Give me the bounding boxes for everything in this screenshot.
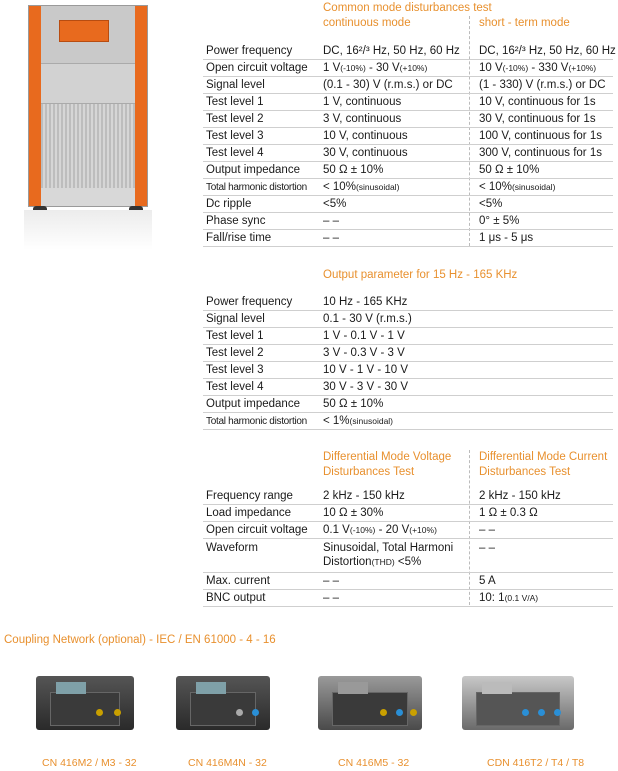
row-value-b: 5 A (479, 575, 496, 587)
row-value-a: 30 V - 3 V - 30 V (323, 381, 409, 393)
row-value-b: 1 μs - 5 μs (479, 232, 534, 244)
row-value-a: – – (323, 232, 339, 244)
row-value-a: 10 Hz - 165 KHz (323, 296, 408, 308)
row-value-a: – – (323, 215, 339, 227)
product-label-2: CN 416M4N - 32 (188, 757, 267, 769)
table-row (203, 43, 616, 60)
row-param: Total harmonic distortion (206, 182, 307, 193)
row-value-a: 1 V, continuous (323, 96, 402, 108)
row-value-a: 10 V, continuous (323, 130, 408, 142)
table-row (203, 328, 613, 345)
row-param: Fall/rise time (206, 232, 272, 244)
row-param: Open circuit voltage (206, 524, 308, 536)
table-row (203, 162, 613, 179)
row-value-a: Sinusoidal, Total Harmoni Distortion(THD) <5% (323, 542, 454, 568)
row-param: Power frequency (206, 296, 293, 308)
row-value-b: 10 V, continuous for 1s (479, 96, 596, 108)
table-row (203, 505, 613, 522)
row-value-b: – – (479, 524, 495, 536)
table-row (203, 362, 613, 379)
row-value-a: 0.1 V(-10%) - 20 V(+10%) (323, 524, 437, 536)
row-value-b: DC, 16²/³ Hz, 50 Hz, 60 Hz (479, 45, 616, 57)
row-value-a: 2 kHz - 150 kHz (323, 490, 405, 502)
row-param: Output impedance (206, 398, 300, 410)
row-param: Test level 4 (206, 381, 264, 393)
op-title: Output parameter for 15 Hz - 165 KHz (323, 269, 518, 281)
table-row (203, 128, 613, 145)
dm-voltage-title-2: Disturbances Test (323, 466, 415, 478)
row-value-a: 50 Ω ± 10% (323, 398, 384, 410)
table-row (203, 345, 613, 362)
row-param: Max. current (206, 575, 270, 587)
table-row (203, 196, 613, 213)
row-value-b: 2 kHz - 150 kHz (479, 490, 561, 502)
row-value-a: 3 V - 0.3 V - 3 V (323, 347, 405, 359)
op-table (203, 294, 613, 430)
table-row (203, 539, 613, 573)
row-value-a: 1 V(-10%) - 30 V(+10%) (323, 62, 428, 74)
row-param: Test level 3 (206, 130, 264, 142)
row-param: Frequency range (206, 490, 293, 502)
cm-short-header: short - term mode (479, 17, 570, 29)
coupling-title: Coupling Network (optional) - IEC / EN 61000 - 4 - 16 (4, 634, 276, 646)
row-param: Open circuit voltage (206, 62, 308, 74)
row-param: Test level 4 (206, 147, 264, 159)
product-label-4: CDN 416T2 / T4 / T8 (487, 757, 585, 769)
table-row (203, 77, 613, 94)
row-value-a: < 1%(sinusoidal) (323, 415, 394, 427)
row-param: Signal level (206, 313, 265, 325)
row-value-a: (0.1 - 30) V (r.m.s.) or DC (323, 79, 453, 91)
table-row (203, 413, 613, 430)
product-image-4 (462, 668, 574, 730)
row-value-a: 10 V - 1 V - 10 V (323, 364, 409, 376)
row-param: Total harmonic distortion (206, 416, 307, 427)
row-value-b: (1 - 330) V (r.m.s.) or DC (479, 79, 606, 91)
table-row (203, 488, 613, 505)
row-param: Test level 3 (206, 364, 264, 376)
row-param: Test level 1 (206, 330, 264, 342)
row-value-a: < 10%(sinusoidal) (323, 181, 400, 193)
table-row (203, 230, 613, 247)
row-param: Power frequency (206, 45, 293, 57)
row-param: BNC output (206, 592, 266, 604)
row-param: Output impedance (206, 164, 300, 176)
row-value-a: 0.1 - 30 V (r.m.s.) (323, 313, 412, 325)
row-value-a: – – (323, 592, 339, 604)
row-value-b: < 10%(sinusoidal) (479, 181, 556, 193)
row-value-b: 0° ± 5% (479, 215, 520, 227)
row-value-b: 1 Ω ± 0.3 Ω (479, 507, 538, 519)
row-param: Phase sync (206, 215, 266, 227)
table-row (203, 379, 613, 396)
product-image-3 (318, 668, 422, 730)
dm-current-title-1: Differential Mode Current (479, 451, 608, 463)
row-value-a: 30 V, continuous (323, 147, 408, 159)
table-row (203, 60, 613, 77)
row-value-a: 1 V - 0.1 V - 1 V (323, 330, 405, 342)
table-row (203, 522, 613, 539)
row-value-a: 3 V, continuous (323, 113, 402, 125)
table-row (203, 590, 613, 607)
row-value-b: – – (479, 542, 495, 554)
row-value-b: 50 Ω ± 10% (479, 164, 540, 176)
table-row (203, 179, 613, 196)
product-label-3: CN 416M5 - 32 (338, 757, 410, 769)
row-param: Waveform (206, 542, 258, 554)
product-label-1: CN 416M2 / M3 - 32 (42, 757, 137, 769)
table-row (203, 311, 613, 328)
table-row (203, 396, 613, 413)
row-value-b: 10 V(-10%) - 330 V(+10%) (479, 62, 597, 74)
table-row (203, 111, 613, 128)
table-row (203, 145, 613, 162)
product-image-2 (176, 668, 270, 730)
table-row (203, 94, 613, 111)
product-image-1 (36, 668, 134, 730)
row-value-b: 30 V, continuous for 1s (479, 113, 596, 125)
row-param: Test level 2 (206, 347, 264, 359)
dm-voltage-title-1: Differential Mode Voltage (323, 451, 452, 463)
display-panel (59, 20, 109, 42)
row-value-b: <5% (479, 198, 503, 210)
dm-table (203, 488, 613, 607)
row-param: Load impedance (206, 507, 292, 519)
row-param: Test level 2 (206, 113, 264, 125)
row-value-a: 10 Ω ± 30% (323, 507, 384, 519)
cm-title: Common mode disturbances test (323, 2, 492, 14)
row-value-a: – – (323, 575, 339, 587)
cm-table (203, 43, 616, 247)
row-value-b: 10: 1(0.1 V/A) (479, 592, 539, 604)
row-value-a: 50 Ω ± 10% (323, 164, 384, 176)
row-param: Signal level (206, 79, 265, 91)
table-row (203, 294, 613, 311)
row-value-b: 100 V, continuous for 1s (479, 130, 602, 142)
row-param: Dc ripple (206, 198, 252, 210)
cm-continuous-header: continuous mode (323, 17, 411, 29)
test-system-cabinet (28, 5, 148, 207)
row-param: Test level 1 (206, 96, 264, 108)
row-value-b: 300 V, continuous for 1s (479, 147, 602, 159)
table-row (203, 573, 613, 590)
table-row (203, 213, 613, 230)
row-value-a: DC, 16²/³ Hz, 50 Hz, 60 Hz (323, 45, 460, 57)
row-value-a: <5% (323, 198, 347, 210)
dm-current-title-2: Disturbances Test (479, 466, 571, 478)
